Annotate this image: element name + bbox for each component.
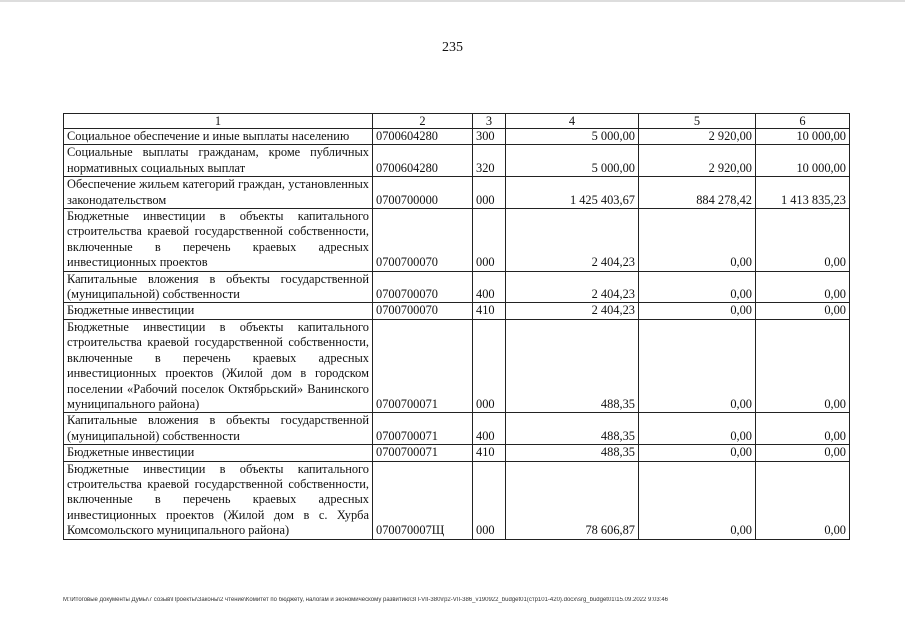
row-name: Бюджетные инвестиции — [64, 445, 373, 461]
table-row — [64, 209, 850, 272]
budget-table — [63, 113, 850, 540]
row-code: 0700700071 — [373, 445, 473, 461]
table-row — [64, 145, 850, 177]
row-value-6: 0,00 — [756, 413, 850, 445]
row-name: Бюджетные инвестиции — [64, 303, 373, 319]
document-footer-path: M:\Итоговые документы Думы\7 созыв\Проекты\Законы\2 чтение\Комитет по бюджету, налогам и экономическому развитию\ЗП-VII-380\rp2-VII-386_v190922_budget01(стр101-420).docx\srg_budget01\15.09.2022 9:03:46 — [63, 597, 669, 603]
row-value-5: 0,00 — [639, 461, 756, 539]
row-kvr: 000 — [473, 461, 506, 539]
row-name: Бюджетные инвестиции в объекты капитального строительства краевой государственной собственности, включенные в перечень краевых адресных инвестиционных проектов (Жилой дом в городском поселении «Рабочий поселок Октябрьский» Ванинского муниципального района) — [64, 319, 373, 412]
page-number: 235 — [442, 40, 463, 55]
header-cell-4: 4 — [506, 114, 639, 129]
table-row — [64, 177, 850, 209]
row-name: Капитальные вложения в объекты государственной (муниципальной) собственности — [64, 271, 373, 303]
row-value-5: 0,00 — [639, 271, 756, 303]
row-value-5: 0,00 — [639, 445, 756, 461]
table-row — [64, 303, 850, 319]
row-value-6: 0,00 — [756, 303, 850, 319]
row-value-4: 2 404,23 — [506, 209, 639, 272]
row-value-5: 0,00 — [639, 303, 756, 319]
row-value-4: 2 404,23 — [506, 271, 639, 303]
row-kvr: 410 — [473, 445, 506, 461]
row-value-4: 488,35 — [506, 413, 639, 445]
row-code: 0700604280 — [373, 129, 473, 145]
row-value-5: 0,00 — [639, 319, 756, 412]
row-value-4: 78 606,87 — [506, 461, 639, 539]
row-code: 0700700000 — [373, 177, 473, 209]
row-name: Обеспечение жильем категорий граждан, установленных законодательством — [64, 177, 373, 209]
row-kvr: 000 — [473, 319, 506, 412]
row-value-5: 0,00 — [639, 413, 756, 445]
row-value-6: 0,00 — [756, 461, 850, 539]
row-value-6: 10 000,00 — [756, 129, 850, 145]
row-name: Бюджетные инвестиции в объекты капитального строительства краевой государственной собственности, включенные в перечень краевых адресных инвестиционных проектов (Жилой дом в с. Хурба Комсомольского муниципального района) — [64, 461, 373, 539]
table-row — [64, 461, 850, 539]
table-row — [64, 129, 850, 145]
row-kvr: 320 — [473, 145, 506, 177]
row-value-6: 0,00 — [756, 271, 850, 303]
table-row — [64, 413, 850, 445]
row-value-4: 1 425 403,67 — [506, 177, 639, 209]
table-row — [64, 319, 850, 412]
row-code: 0700700070 — [373, 303, 473, 319]
row-value-4: 488,35 — [506, 319, 639, 412]
row-kvr: 400 — [473, 271, 506, 303]
row-value-6: 0,00 — [756, 209, 850, 272]
header-cell-3: 3 — [473, 114, 506, 129]
row-code: 0700700070 — [373, 209, 473, 272]
table-row — [64, 271, 850, 303]
row-kvr: 000 — [473, 177, 506, 209]
row-value-6: 0,00 — [756, 319, 850, 412]
row-value-5: 0,00 — [639, 209, 756, 272]
row-value-4: 5 000,00 — [506, 145, 639, 177]
header-row — [64, 114, 850, 129]
header-cell-1: 1 — [64, 114, 373, 129]
row-name: Социальное обеспечение и иные выплаты населению — [64, 129, 373, 145]
row-kvr: 000 — [473, 209, 506, 272]
row-value-6: 1 413 835,23 — [756, 177, 850, 209]
row-value-4: 488,35 — [506, 445, 639, 461]
row-value-5: 2 920,00 — [639, 145, 756, 177]
row-value-4: 5 000,00 — [506, 129, 639, 145]
row-kvr: 300 — [473, 129, 506, 145]
row-value-5: 2 920,00 — [639, 129, 756, 145]
row-code: 0700700070 — [373, 271, 473, 303]
header-cell-2: 2 — [373, 114, 473, 129]
row-code: 070070007Щ — [373, 461, 473, 539]
row-code: 0700700071 — [373, 413, 473, 445]
row-name: Капитальные вложения в объекты государственной (муниципальной) собственности — [64, 413, 373, 445]
table-row — [64, 445, 850, 461]
header-cell-5: 5 — [639, 114, 756, 129]
row-code: 0700700071 — [373, 319, 473, 412]
row-code: 0700604280 — [373, 145, 473, 177]
row-kvr: 410 — [473, 303, 506, 319]
page-top-edge — [0, 0, 905, 2]
row-value-6: 10 000,00 — [756, 145, 850, 177]
row-kvr: 400 — [473, 413, 506, 445]
row-value-4: 2 404,23 — [506, 303, 639, 319]
row-value-5: 884 278,42 — [639, 177, 756, 209]
row-name: Бюджетные инвестиции в объекты капитального строительства краевой государственной собственности, включенные в перечень краевых адресных инвестиционных проектов — [64, 209, 373, 272]
row-name: Социальные выплаты гражданам, кроме публичных нормативных социальных выплат — [64, 145, 373, 177]
header-cell-6: 6 — [756, 114, 850, 129]
row-value-6: 0,00 — [756, 445, 850, 461]
